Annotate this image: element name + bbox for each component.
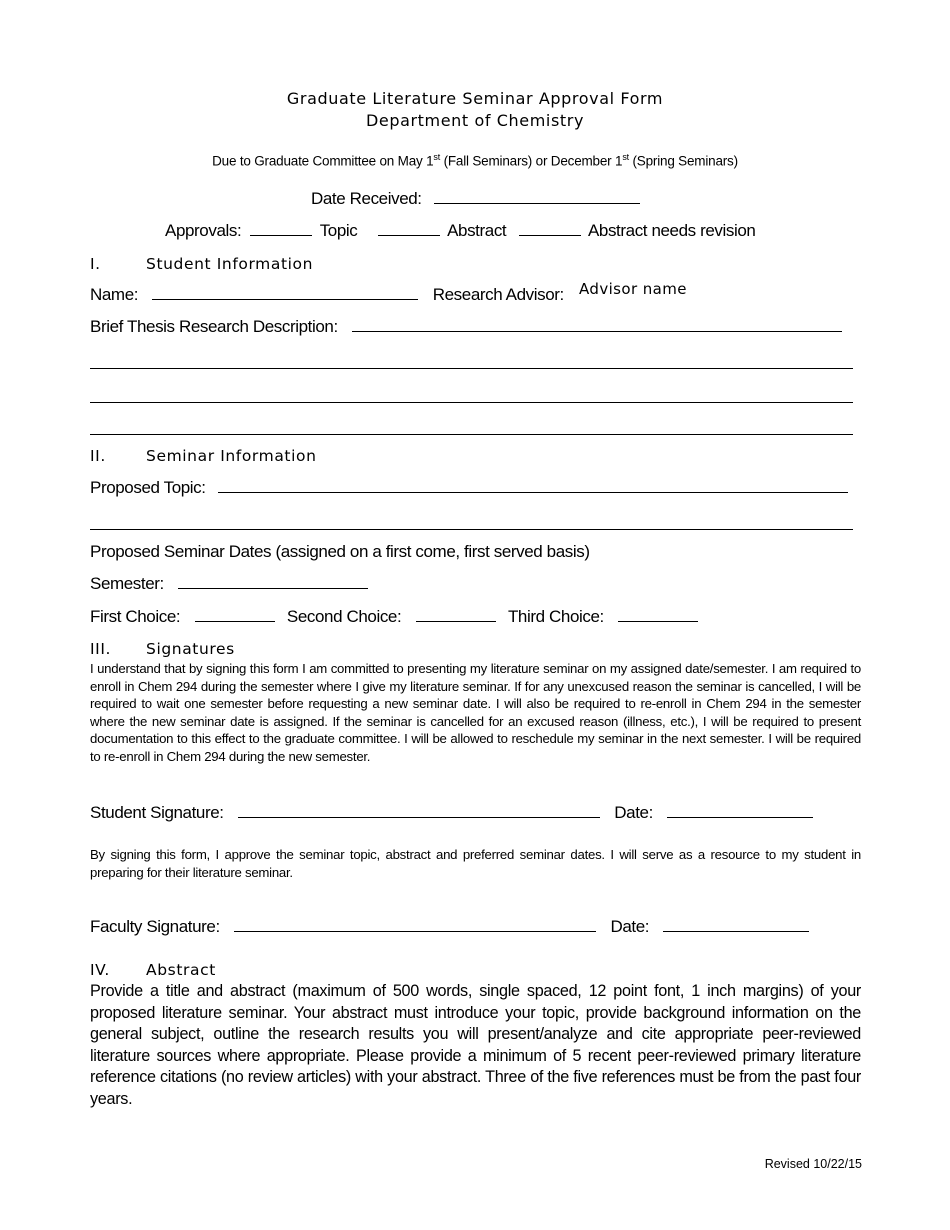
student-date-field[interactable] <box>667 803 813 818</box>
student-signature-field[interactable] <box>238 803 600 818</box>
revision-date: Revised 10/22/15 <box>764 1157 862 1171</box>
approval-topic-field[interactable] <box>250 221 312 236</box>
faculty-date-field[interactable] <box>663 917 809 932</box>
thesis-description-field[interactable] <box>352 317 842 332</box>
approval-abstract-field[interactable] <box>378 221 440 236</box>
third-choice-label: Third Choice: <box>507 607 604 626</box>
proposed-topic-field[interactable] <box>218 478 848 493</box>
approvals-row <box>165 221 755 241</box>
name-row <box>90 285 564 305</box>
third-choice-field[interactable] <box>618 607 698 622</box>
approval-topic-label: Topic <box>319 221 358 240</box>
date-received-label: Date Received: <box>311 189 422 208</box>
section-abstract-heading: IV. Abstract <box>90 961 216 979</box>
thesis-description-row <box>90 317 846 337</box>
student-signature-label: Student Signature: <box>90 803 224 822</box>
first-choice-label: First Choice: <box>90 607 181 626</box>
approval-revision-field[interactable] <box>519 221 581 236</box>
name-field[interactable] <box>152 285 418 300</box>
thesis-description-label: Brief Thesis Research Description: <box>90 317 338 336</box>
approvals-label: Approvals: <box>165 221 242 240</box>
semester-label: Semester: <box>90 574 164 593</box>
faculty-signature-row <box>90 917 813 937</box>
student-signature-row <box>90 803 817 823</box>
name-label: Name: <box>90 285 139 304</box>
section-student-info-heading: I. Student Information <box>90 255 314 273</box>
advisor-name-field[interactable]: Advisor name <box>579 280 687 298</box>
form-title: Graduate Literature Seminar Approval Form <box>286 89 664 108</box>
faculty-signature-field[interactable] <box>234 917 596 932</box>
proposed-topic-row <box>90 478 852 498</box>
proposed-topic-label: Proposed Topic: <box>90 478 206 497</box>
faculty-date-label: Date: <box>610 917 650 936</box>
semester-row <box>90 574 372 594</box>
proposed-dates-label: Proposed Seminar Dates (assigned on a first come, first served basis) <box>90 542 590 561</box>
due-date-note: Due to Graduate Committee on May 1st (Fall Seminars) or December 1st (Spring Seminars) <box>212 152 738 169</box>
second-choice-label: Second Choice: <box>286 607 402 626</box>
semester-field[interactable] <box>178 574 368 589</box>
proposed-topic-line-2[interactable] <box>90 529 853 530</box>
department-name: Department of Chemistry <box>365 111 585 130</box>
first-choice-field[interactable] <box>195 607 275 622</box>
student-date-label: Date: <box>614 803 653 822</box>
faculty-signature-label: Faculty Signature: <box>90 917 220 936</box>
date-received-row <box>311 189 644 209</box>
abstract-instructions: Provide a title and abstract (maximum of 500 words, single spaced, 12 point font, 1 inch margins) of your proposed literature seminar. Your abstract must introduce your topic, provide background information on the general subject, outline the research results you will present/analyze and cite appropriate peer-reviewed literature sources where appropriate. Please provide a minimum of 5 recent peer-reviewed primary literature reference citations (no review articles) with your abstract. Three of the five references must be from the past four years. <box>90 982 861 1108</box>
second-choice-field[interactable] <box>416 607 496 622</box>
section-seminar-info-heading: II. Seminar Information <box>90 447 317 465</box>
approval-abstract-label: Abstract <box>447 221 507 240</box>
date-received-field[interactable] <box>434 189 640 204</box>
thesis-line-4[interactable] <box>90 434 853 435</box>
thesis-line-3[interactable] <box>90 402 853 403</box>
faculty-approval-statement: By signing this form, I approve the seminar topic, abstract and preferred seminar dates. I will serve as a resource to my student in preparing for their literature seminar. <box>90 847 861 880</box>
student-commitment-statement: I understand that by signing this form I am committed to presenting my literature seminar on my assigned date/semester. I am required to enroll in Chem 294 during the semester where I give my literature seminar. If for any unexcused reason the seminar is cancelled, I will be required to wait one semester before requesting a new seminar date. I will also be required to re-enroll in Chem 294 in the semester where the new seminar date is assigned. If the seminar is cancelled for an excused reason (illness, etc.), I will be required to present documentation to this effect to the graduate committee. I will be allowed to reschedule my seminar in the next semester. I will be required to re-enroll in Chem 294 during the new semester. <box>90 661 861 764</box>
advisor-label: Research Advisor: <box>432 285 564 304</box>
thesis-line-2[interactable] <box>90 368 853 369</box>
choices-row <box>90 607 702 627</box>
section-signatures-heading: III. Signatures <box>90 640 235 658</box>
approval-revision-label: Abstract needs revision <box>587 221 756 240</box>
